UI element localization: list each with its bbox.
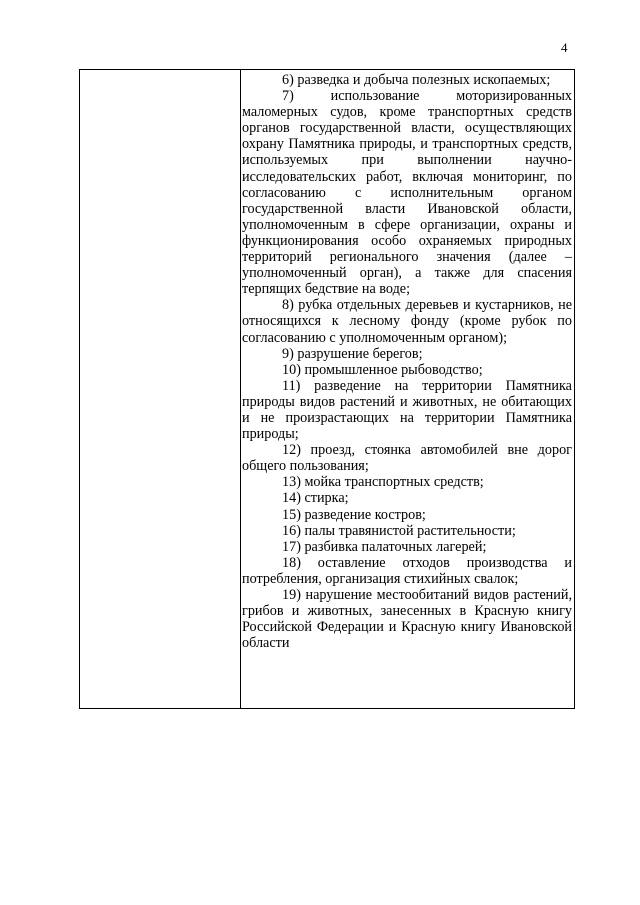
prohibition-item: 19) нарушение местообитаний видов растений, грибов и животных, занесенных в Красную книгу Российской Федерации и Красную книгу Ивановской области [242,587,572,652]
prohibition-item: 12) проезд, стоянка автомобилей вне дорог общего пользования; [242,442,572,475]
prohibition-item: 14) стирка; [282,490,349,507]
page-number: 4 [561,40,568,55]
prohibition-item: 8) рубка отдельных деревьев и кустарников, не относящихся к лесному фонду (кроме рубок по согласованию с уполномоченным органом); [242,297,572,346]
prohibition-item: 17) разбивка палаточных лагерей; [282,538,487,555]
prohibition-item: 10) промышленное рыбоводство; [282,361,483,378]
prohibition-item: 18) оставление отходов производства и потребления, организация стихийных свалок; [242,554,572,587]
restrictions-table [79,69,575,709]
prohibition-item: 11) разведение на территории Памятника природы видов растений и животных, не обитающих и не произрастающих на территории Памятника природы; [242,377,572,443]
prohibition-item: 7) использование моторизированных маломерных судов, кроме транспортных средств органов государственной власти, осуществляющих охрану Памятника природы, и транспортных средств, используемых при выполнении научно-исследовательских работ, включая мониторинг, по согласованию с исполнительным органом государственной власти Ивановской области, уполномоченным в сфере организации, охраны и функционирования особо охраняемых природных территорий регионального значения (далее – уполномоченный орган), а также для спасения терпящих бедствие на воде; [242,88,572,298]
prohibition-item: 13) мойка транспортных средств; [282,474,484,491]
table-right-cell [242,72,572,651]
prohibition-item: 15) разведение костров; [282,506,426,523]
prohibition-item: 6) разведка и добыча полезных ископаемых; [282,72,551,88]
table-left-cell [80,70,241,708]
prohibition-item: 16) палы травянистой растительности; [282,522,516,539]
prohibition-item: 9) разрушение берегов; [282,345,423,362]
